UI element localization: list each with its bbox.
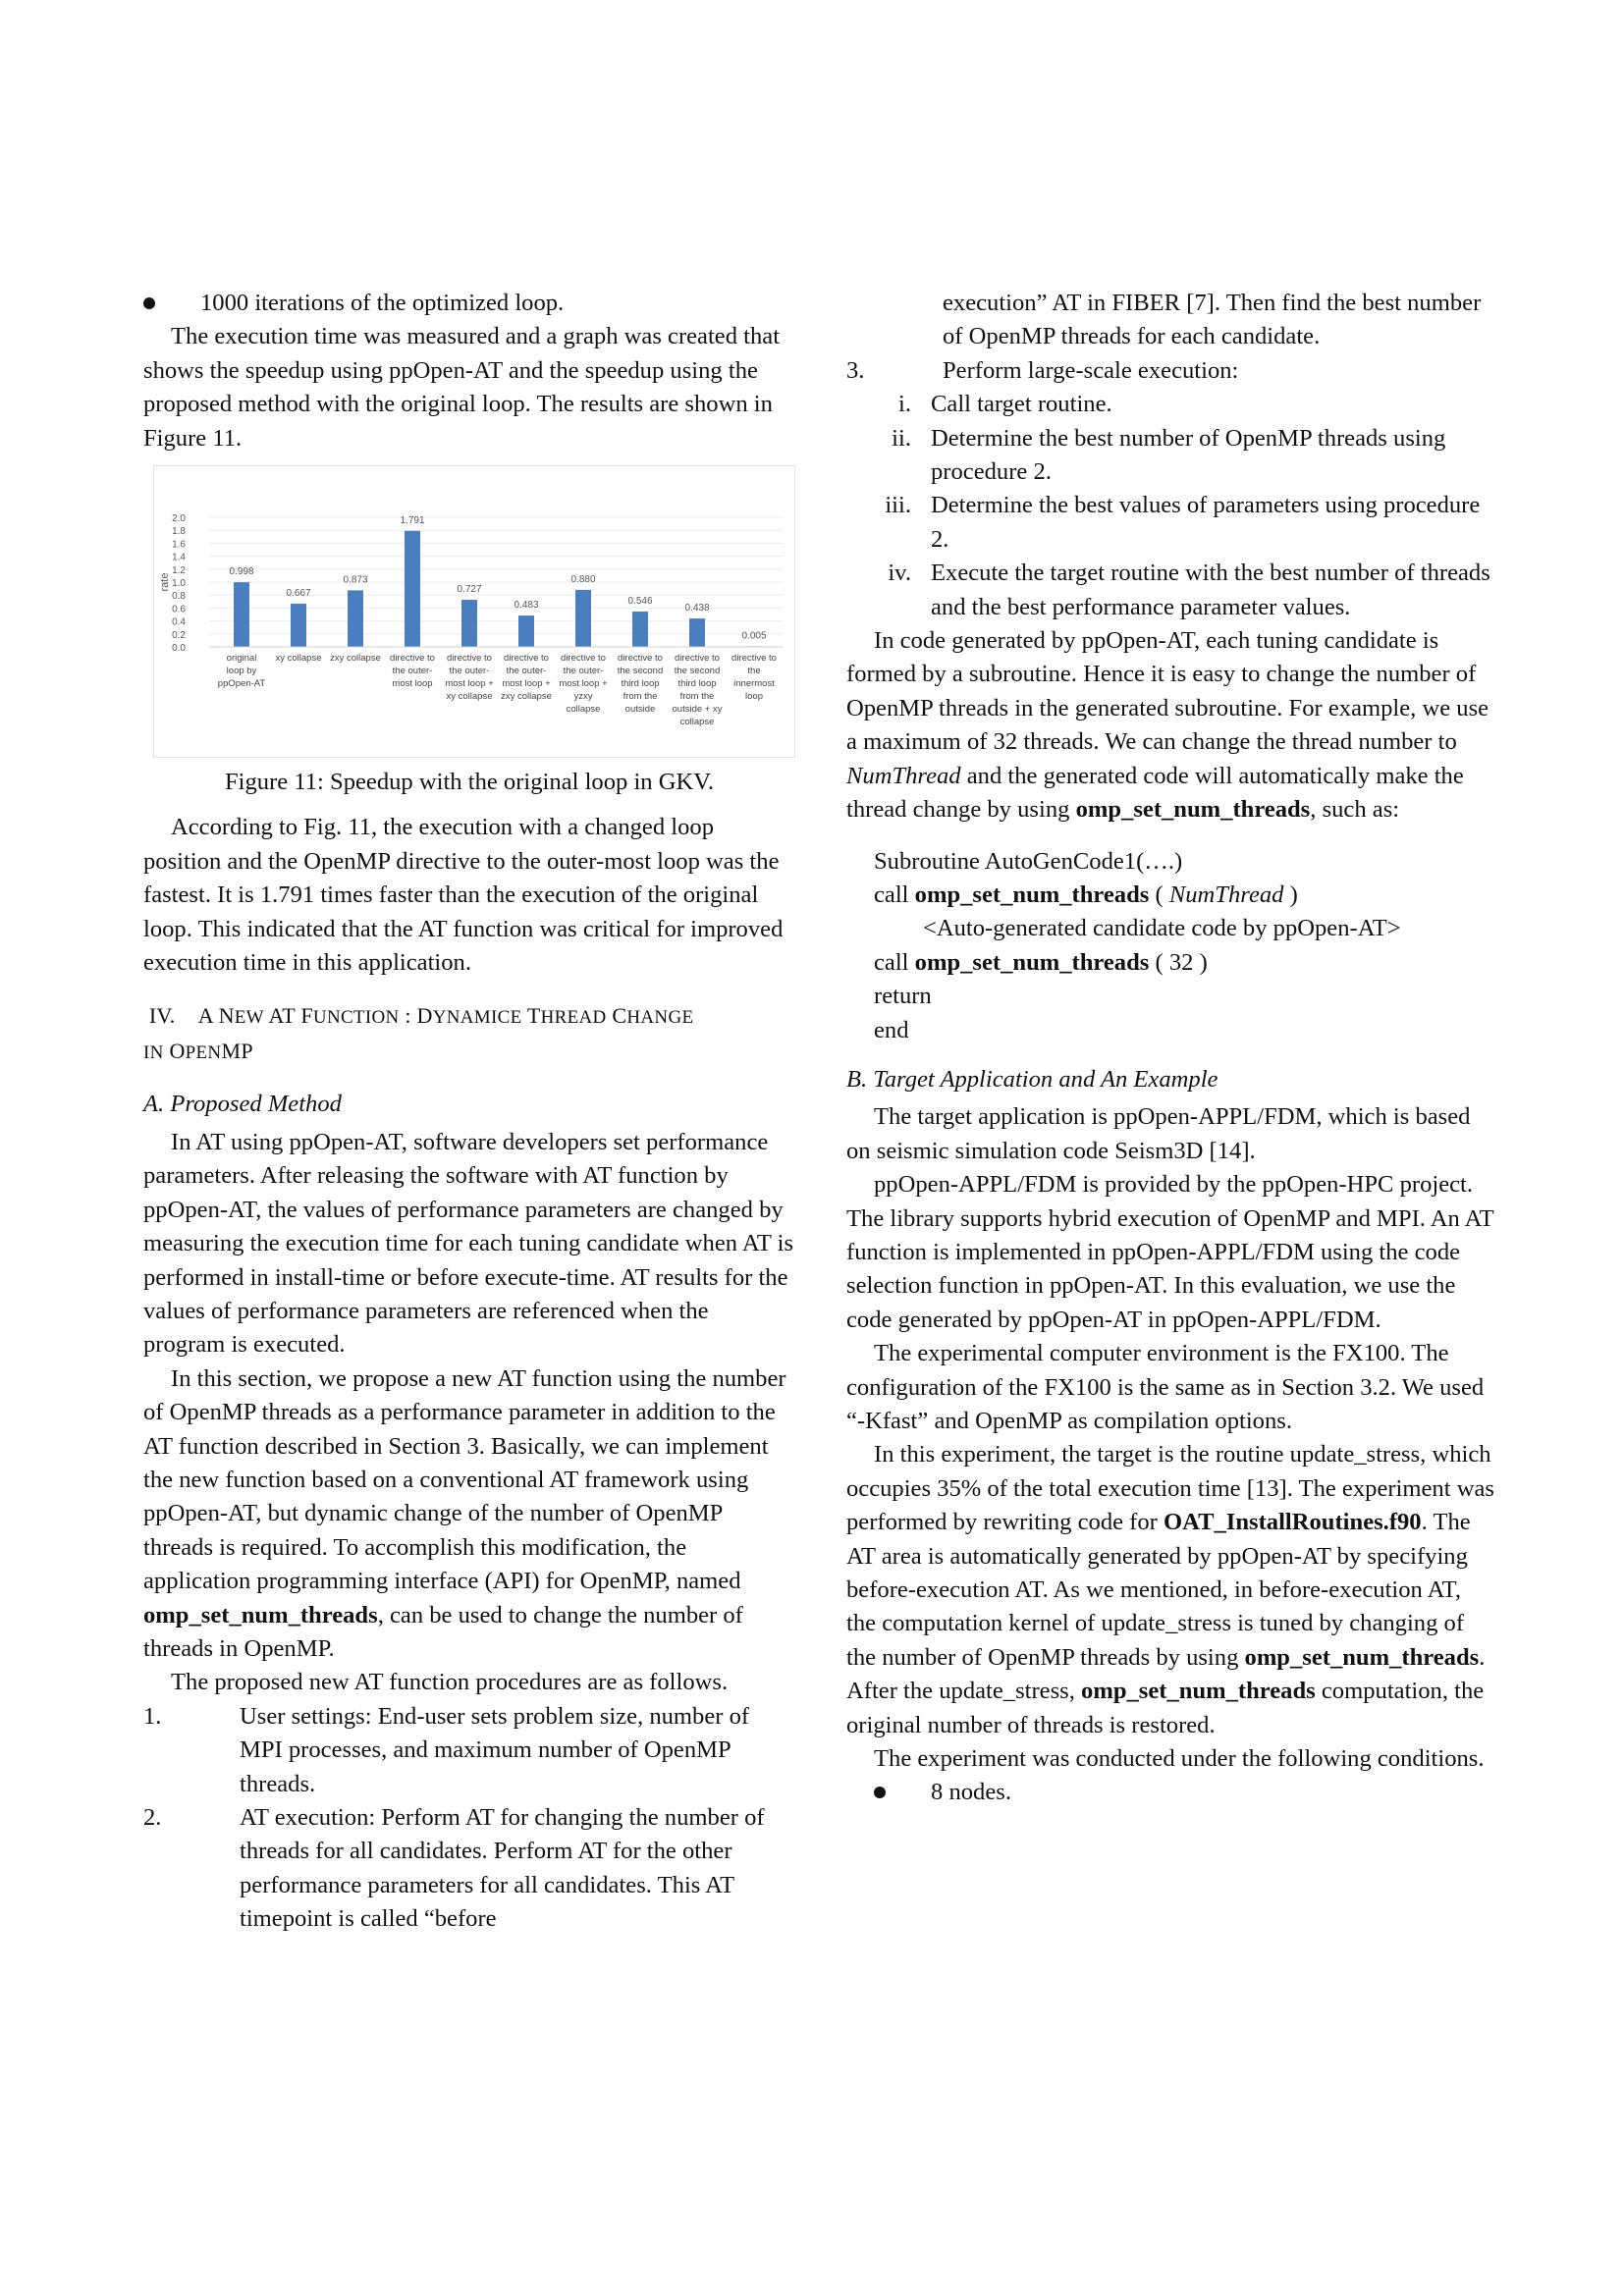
y-tick-label: 1.6 xyxy=(172,539,186,551)
bar xyxy=(291,604,306,647)
list-item-1: 1. User settings: End-user sets problem size, number of MPI processes, and maximum number of OpenMP threads. xyxy=(143,1702,750,1797)
subsection-proposed-method: A. Proposed Method xyxy=(143,1091,342,1118)
figure-11-chart xyxy=(153,465,795,758)
x-tick-label: the outer- xyxy=(392,666,433,677)
x-tick-label: zxy collapse xyxy=(330,653,381,665)
code-line: end xyxy=(874,1016,909,1043)
code-line: return xyxy=(874,983,932,1010)
code-block xyxy=(846,845,1494,1047)
y-tick-label: 0.8 xyxy=(172,591,186,603)
sub-list-item: iii. Determine the best values of parameters using procedure 2. xyxy=(885,492,1481,553)
x-tick-label: zxy collapse xyxy=(501,691,552,703)
paragraph-execution-time: The execution time was measured and a graph was created that shows the speedup using ppOpen-AT and the speedup using the proposed method with the original loop. The results are shown in Figure 11. xyxy=(143,323,781,452)
code-line: Subroutine AutoGenCode1(….) xyxy=(874,847,1183,875)
x-tick-label: most loop + xyxy=(445,678,494,690)
y-axis-label: rate xyxy=(159,572,171,592)
x-tick-label: most loop xyxy=(392,678,433,690)
speedup-bar-chart xyxy=(154,466,794,757)
data-label: 0.005 xyxy=(741,630,767,642)
x-tick-label: directive to xyxy=(731,653,777,665)
list-item-2: 2. AT execution: Perform AT for changing the number of threads for all candidates. Perform AT for the other performance parameters for all candidates. This AT timepoint is called “before xyxy=(143,1804,765,1933)
paragraph-according-fig11: According to Fig. 11, the execution with a changed loop position and the OpenMP directive to the outer-most loop was the fastest. It is 1.791 times faster than the execution of the original loop. This indicated that the AT function was critical for improved execution time in this application. xyxy=(143,814,784,977)
x-tick-label: from the xyxy=(679,691,715,703)
x-tick-label: original xyxy=(226,653,257,665)
paragraph-code-generated: In code generated by ppOpen-AT, each tuning candidate is formed by a subroutine. Hence it is easy to change the number of OpenMP threads in the generated subroutine. For example, we use a maximum of 32 threads. We can change the thread number to NumThread and the generated code will automatically make the thread change by using omp_set_num_threads, such as: xyxy=(846,627,1489,824)
x-tick-label: the xyxy=(747,666,761,677)
data-label: 0.873 xyxy=(343,574,368,586)
bullet-iterations: 1000 iterations of the optimized loop. xyxy=(143,287,795,320)
y-tick-label: 0.4 xyxy=(172,616,186,628)
data-label: 0.727 xyxy=(457,584,482,596)
x-tick-label: directive to xyxy=(675,653,720,665)
x-tick-label: xy collapse xyxy=(275,653,322,665)
y-tick-label: 0.6 xyxy=(172,604,186,615)
x-tick-label: directive to xyxy=(390,653,435,665)
paragraph-at-using: In AT using ppOpen-AT, software developers set performance parameters. After releasing the software with AT function by ppOpen-AT, the values of performance parameters are changed by measuring the execution time for each tuning candidate when AT is performed in install-time or before execute-time. AT results for the values of performance parameters are referenced when the program is executed. xyxy=(143,1128,794,1359)
x-tick-label: loop by xyxy=(226,666,257,677)
x-tick-label: outside xyxy=(624,704,656,716)
sub-list-item: i. Call target routine. xyxy=(898,391,1112,418)
list-item-2-continued: execution” AT in FIBER [7]. Then find the best number of OpenMP threads for each candidate. xyxy=(943,290,1482,350)
paragraph-procedures: The proposed new AT function procedures are as follows. xyxy=(171,1669,729,1696)
bar xyxy=(632,612,648,647)
paragraph-target-application: The target application is ppOpen-APPL/FDM, which is based on seismic simulation code Seism3D [14]. xyxy=(846,1103,1471,1164)
bar xyxy=(689,618,705,647)
data-label: 0.438 xyxy=(684,603,710,614)
y-tick-label: 0.2 xyxy=(172,629,186,641)
data-label: 0.880 xyxy=(570,573,596,585)
sub-list-item: iv. Execute the target routine with the best number of threads and the best performance parameter values. xyxy=(888,560,1490,620)
x-tick-label: third loop xyxy=(621,678,660,690)
section-heading-iv: IV. A NEW AT FUNCTION : DYNAMICE THREAD CHANGE IN OPENMP xyxy=(143,1003,694,1064)
subsection-target-application: B. Target Application and An Example xyxy=(846,1065,1218,1093)
x-tick-label: third loop xyxy=(677,678,717,690)
x-tick-label: directive to xyxy=(447,653,492,665)
x-tick-label: most loop + xyxy=(559,678,608,690)
bullet-nodes: 8 nodes. xyxy=(874,1776,1494,1809)
code-line: call omp_set_num_threads ( NumThread ) xyxy=(874,881,1298,908)
y-tick-label: 1.0 xyxy=(172,578,186,590)
bar xyxy=(348,590,363,647)
paragraph-environment: The experimental computer environment is the FX100. The configuration of the FX100 is the same as in Section 3.2. We used “-Kfast” and OpenMP as compilation options. xyxy=(846,1340,1485,1434)
paragraph-ppopen-appl: ppOpen-APPL/FDM is provided by the ppOpen-HPC project. The library supports hybrid execution of OpenMP and MPI. An AT function is implemented in ppOpen-APPL/FDM using the code selection function in ppOpen-AT. In this evaluation, we use the code generated by ppOpen-AT in ppOpen-APPL/FDM. xyxy=(846,1171,1494,1333)
x-tick-label: the second xyxy=(674,666,721,677)
figure-caption: Figure 11: Speedup with the original loop in GKV. xyxy=(225,769,714,796)
bar xyxy=(234,582,249,647)
x-tick-label: yzxy xyxy=(573,691,593,703)
x-tick-label: the outer- xyxy=(506,666,547,677)
y-tick-label: 2.0 xyxy=(172,513,186,525)
data-label: 0.667 xyxy=(286,588,311,600)
y-tick-label: 1.8 xyxy=(172,526,186,538)
data-label: 0.483 xyxy=(514,600,539,612)
x-tick-label: innermost xyxy=(733,678,775,690)
x-tick-label: directive to xyxy=(561,653,606,665)
data-label: 0.546 xyxy=(627,595,653,607)
data-label: 1.791 xyxy=(400,514,425,526)
x-tick-label: directive to xyxy=(504,653,549,665)
paragraph-conditions: The experiment was conducted under the following conditions. xyxy=(874,1745,1485,1773)
bar xyxy=(575,590,591,647)
x-tick-label: outside + xy xyxy=(672,704,723,716)
x-tick-label: ppOpen-AT xyxy=(217,678,266,690)
x-tick-label: loop xyxy=(745,691,763,703)
x-tick-label: the outer- xyxy=(449,666,490,677)
sub-list-item: ii. Determine the best number of OpenMP threads using procedure 2. xyxy=(892,424,1446,486)
bar xyxy=(518,615,534,647)
data-label: 0.998 xyxy=(229,566,254,578)
y-tick-label: 1.2 xyxy=(172,564,186,576)
x-tick-label: most loop + xyxy=(502,678,551,690)
bar xyxy=(461,600,477,647)
bar xyxy=(405,531,420,647)
list-item-3: 3. Perform large-scale execution: xyxy=(846,356,1239,384)
x-tick-label: from the xyxy=(623,691,658,703)
x-tick-label: collapse xyxy=(566,704,601,716)
code-line: call omp_set_num_threads ( 32 ) xyxy=(874,948,1208,976)
right-column xyxy=(846,287,1494,1810)
x-tick-label: xy collapse xyxy=(446,691,493,703)
x-tick-label: collapse xyxy=(679,717,715,728)
x-tick-label: the outer- xyxy=(563,666,604,677)
code-line: <Auto-generated candidate code by ppOpen-AT> xyxy=(923,915,1401,942)
left-column xyxy=(143,287,795,1937)
y-tick-label: 1.4 xyxy=(172,552,186,563)
x-tick-label: the second xyxy=(617,666,664,677)
paragraph-experiment: In this experiment, the target is the routine update_stress, which occupies 35% of the total execution time [13]. The experiment was performed by rewriting code for OAT_InstallRoutines.f90. The AT area is automatically generated by ppOpen-AT by specifying before-execution AT. As we mentioned, in before-execution AT, the computation kernel of update_stress is tuned by changing of the number of OpenMP threads by using omp_set_num_threads. After the update_stress, omp_set_num_threads computation, the original number of threads is restored. xyxy=(846,1441,1494,1738)
y-tick-label: 0.0 xyxy=(172,643,186,655)
x-tick-label: directive to xyxy=(618,653,663,665)
paragraph-in-this-section: In this section, we propose a new AT function using the number of OpenMP threads as a performance parameter in addition to the AT function described in Section 3. Basically, we can implement the new function based on a conventional AT framework using ppOpen-AT, but dynamic change of the number of OpenMP threads is required. To accomplish this modification, the application programming interface (API) for OpenMP, named omp_set_num_threads, can be used to change the number of threads in OpenMP. xyxy=(143,1364,786,1662)
